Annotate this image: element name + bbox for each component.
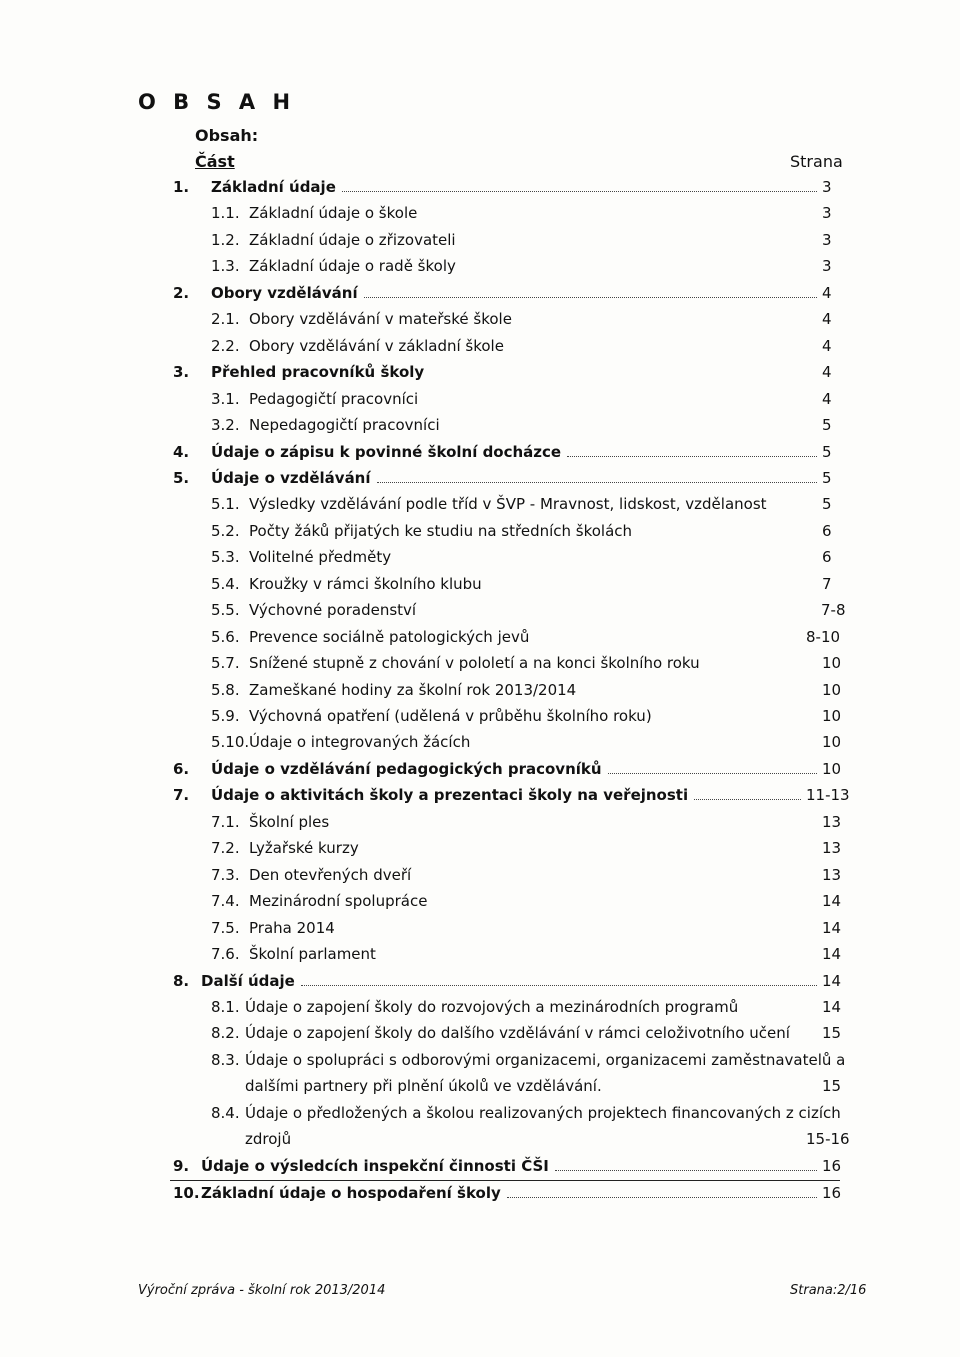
- toc-entry-number: 7.4.: [211, 892, 240, 911]
- dot-leader: [377, 481, 817, 483]
- dot-leader: [342, 190, 817, 192]
- toc-entry-number: 5.8.: [211, 680, 240, 699]
- toc-entry-page: 15: [822, 1024, 842, 1043]
- toc-entry-title: Přehled pracovníků školy: [211, 363, 425, 382]
- toc-entry-title: Prevence sociálně patologických jevů: [249, 627, 530, 646]
- toc-entry-number: 8.1.: [211, 997, 240, 1016]
- toc-entry-number: 5.7.: [211, 654, 240, 673]
- toc-entry-number: 7.5.: [211, 918, 240, 937]
- toc-entry-page: 4: [822, 363, 832, 382]
- toc-entry-page: 4: [822, 389, 832, 408]
- toc-entry-title: Základní údaje: [211, 178, 336, 196]
- toc-entry-page: 3: [822, 204, 832, 223]
- toc-entry-page: 5: [822, 442, 832, 461]
- toc-entry-number: 9.: [173, 1156, 190, 1175]
- toc-entry-page: 13: [822, 839, 842, 858]
- toc-entry-number: 7.6.: [211, 945, 240, 964]
- part-column-header: Část: [195, 152, 235, 171]
- toc-entry-page: 7: [822, 574, 832, 593]
- toc-entry-page: 15-16: [806, 1130, 850, 1149]
- toc-entry-number: 5.5.: [211, 601, 240, 620]
- toc-entry-title: Údaje o zápisu k povinné školní docházce: [211, 442, 562, 461]
- toc-entry-number: 7.: [173, 786, 190, 805]
- toc-entry-title: Počty žáků přijatých ke studiu na středních školách: [249, 521, 633, 540]
- toc-entry-number: 5.: [173, 468, 190, 487]
- toc-entry-number: 8.3.: [211, 1050, 240, 1069]
- toc-entry-title: Základní údaje o radě školy: [249, 257, 456, 276]
- toc-entry-page: 10: [822, 707, 842, 725]
- toc-entry-number: 6.: [173, 759, 190, 778]
- toc-entry-page: 10: [822, 759, 842, 778]
- toc-entry-page: 14: [822, 945, 842, 964]
- toc-entry-page: 14: [822, 997, 842, 1016]
- toc-entry-title: Školní ples: [249, 812, 330, 831]
- toc-entry-title: Obory vzdělávání v základní škole: [249, 336, 504, 355]
- toc-entry-title: Základní údaje o hospodaření školy: [201, 1184, 501, 1203]
- toc-entry-title: Údaje o spolupráci s odborovými organizacemi, organizacemi zaměstnavatelů a: [245, 1050, 846, 1069]
- toc-entry-page: 10: [822, 680, 842, 699]
- toc-entry-title: Kroužky v rámci školního klubu: [249, 574, 482, 593]
- toc-entry-title: Mezinárodní spolupráce: [249, 892, 428, 911]
- toc-entry: [170, 1180, 842, 1203]
- toc-entry-number: 5.9.: [211, 707, 240, 725]
- toc-entry-title: Den otevřených dveří: [249, 865, 412, 884]
- toc-entry-title: Školní parlament: [249, 945, 376, 964]
- toc-entry-number: 2.1.: [211, 310, 240, 329]
- footer-right: Strana:2/16: [790, 1283, 867, 1298]
- dot-leader: [608, 772, 817, 774]
- toc-entry-title: Lyžařské kurzy: [249, 839, 359, 858]
- toc-entry-title: Údaje o integrovaných žácích: [249, 733, 471, 752]
- dot-leader: [694, 798, 801, 800]
- toc-entry-page: 7-8: [821, 601, 846, 620]
- dot-leader: [567, 455, 817, 457]
- toc-entry-number: 1.1.: [211, 204, 240, 223]
- toc-entry-title: Zameškané hodiny za školní rok 2013/2014: [249, 680, 577, 699]
- toc-entry-number: 10.: [173, 1184, 200, 1203]
- toc-entry-number: 5.6.: [211, 627, 240, 646]
- footer-left: Výroční zpráva - školní rok 2013/2014: [138, 1283, 386, 1298]
- toc-entry-title: Výchovné poradenství: [249, 601, 417, 620]
- toc-entry-page: 13: [822, 865, 842, 884]
- toc-entry-number: 1.2.: [211, 230, 240, 249]
- toc-entry-title: Údaje o výsledcích inspekční činnosti ČŠI: [201, 1156, 549, 1175]
- toc-entry-title: Obory vzdělávání: [211, 283, 358, 302]
- toc-entry-page: 6: [822, 521, 832, 540]
- toc-entry-title: Pedagogičtí pracovníci: [249, 389, 419, 408]
- dot-leader: [555, 1169, 817, 1171]
- toc-entry-title: Údaje o zapojení školy do rozvojových a mezinárodních programů: [245, 997, 739, 1016]
- toc-entry-page: 5: [822, 416, 832, 435]
- toc-entry-title: Údaje o vzdělávání pedagogických pracovníků: [211, 759, 602, 778]
- toc-entry-title: Výsledky vzdělávání podle tříd v ŠVP - Mravnost, lidskost, vzdělanost: [249, 495, 767, 514]
- toc-entry-page: 5: [822, 468, 832, 487]
- toc-entry-page: 16: [822, 1184, 842, 1203]
- toc-entry-title: Údaje o předložených a školou realizovaných projektech financovaných z cizích: [245, 1103, 841, 1122]
- toc-entry-page: 14: [822, 971, 842, 990]
- toc-entry-page: 8-10: [806, 627, 841, 646]
- toc-entry-title: Výchovná opatření (udělená v průběhu školního roku): [249, 707, 652, 725]
- toc-entry-number: 3.2.: [211, 416, 240, 435]
- toc-entry-page: 4: [822, 310, 832, 329]
- toc-entry-title: Snížené stupně z chování v pololetí a na konci školního roku: [249, 654, 700, 673]
- toc-entry-title: Volitelné předměty: [249, 548, 392, 567]
- toc-entry-number: 7.3.: [211, 865, 240, 884]
- toc-entry-title: Údaje o zapojení školy do dalšího vzdělávání v rámci celoživotního učení: [245, 1024, 790, 1043]
- dot-leader: [507, 1196, 817, 1198]
- toc-entry-title: Údaje o aktivitách školy a prezentaci školy na veřejnosti: [211, 786, 689, 805]
- toc-entry-title: Základní údaje o zřizovateli: [249, 230, 456, 249]
- toc-entry-number: 7.2.: [211, 839, 240, 858]
- toc-entry-number: 2.2.: [211, 336, 240, 355]
- toc-entry-page: 10: [822, 654, 842, 673]
- toc-entry-title: Údaje o vzdělávání: [211, 468, 371, 487]
- toc-entry-number: 5.4.: [211, 574, 240, 593]
- toc-entry-page: 13: [822, 812, 842, 831]
- toc-entry-page: 3: [822, 178, 832, 196]
- toc-entry-page: 3: [822, 257, 832, 276]
- toc-entry-page: 4: [822, 336, 832, 355]
- toc-entry-number: 8.4.: [211, 1103, 240, 1122]
- toc-entry-number: 2.: [173, 283, 190, 302]
- toc-entry-page: 6: [822, 548, 832, 567]
- toc-entry-number: 5.2.: [211, 521, 240, 540]
- toc-entry-page: 11-13: [806, 786, 850, 805]
- toc-entry-number: 8.2.: [211, 1024, 240, 1043]
- toc-entry-title: dalšími partnery při plnění úkolů ve vzdělávání.: [245, 1077, 602, 1096]
- toc-entry-page: 15: [822, 1077, 842, 1096]
- toc-entry-number: 1.3.: [211, 257, 240, 276]
- toc-entry-page: 3: [822, 230, 832, 249]
- page-column-header: Strana: [790, 152, 843, 171]
- toc-entry-title: zdrojů: [245, 1130, 292, 1149]
- toc-entry-title: Praha 2014: [249, 918, 335, 937]
- toc-entry-title: Další údaje: [201, 971, 295, 990]
- page-title: O B S A H: [138, 90, 296, 114]
- dot-leader: [364, 296, 817, 298]
- toc-entry-number: 7.1.: [211, 812, 240, 831]
- toc-entry-title: Obory vzdělávání v mateřské škole: [249, 310, 512, 329]
- toc-entry-number: 5.10.: [211, 733, 250, 752]
- toc-entry-number: 3.: [173, 363, 190, 382]
- toc-entry-page: 10: [822, 733, 842, 752]
- toc-entry-page: 14: [822, 918, 842, 937]
- toc-entry-number: 1.: [173, 178, 190, 196]
- toc-entry-number: 3.1.: [211, 389, 240, 408]
- toc-entry-number: 5.1.: [211, 495, 240, 514]
- dot-leader: [301, 984, 817, 986]
- toc-entry-number: 5.3.: [211, 548, 240, 567]
- toc-entry-page: 5: [822, 495, 832, 514]
- toc-entry-title: Nepedagogičtí pracovníci: [249, 416, 440, 435]
- contents-label: Obsah:: [195, 126, 259, 145]
- toc-entry-page: 4: [822, 283, 832, 302]
- toc-entry-number: 4.: [173, 442, 190, 461]
- toc-entry-number: 8.: [173, 971, 190, 990]
- toc-entry-title: Základní údaje o škole: [249, 204, 418, 223]
- toc-entry-page: 14: [822, 892, 842, 911]
- toc-entry-page: 16: [822, 1156, 842, 1175]
